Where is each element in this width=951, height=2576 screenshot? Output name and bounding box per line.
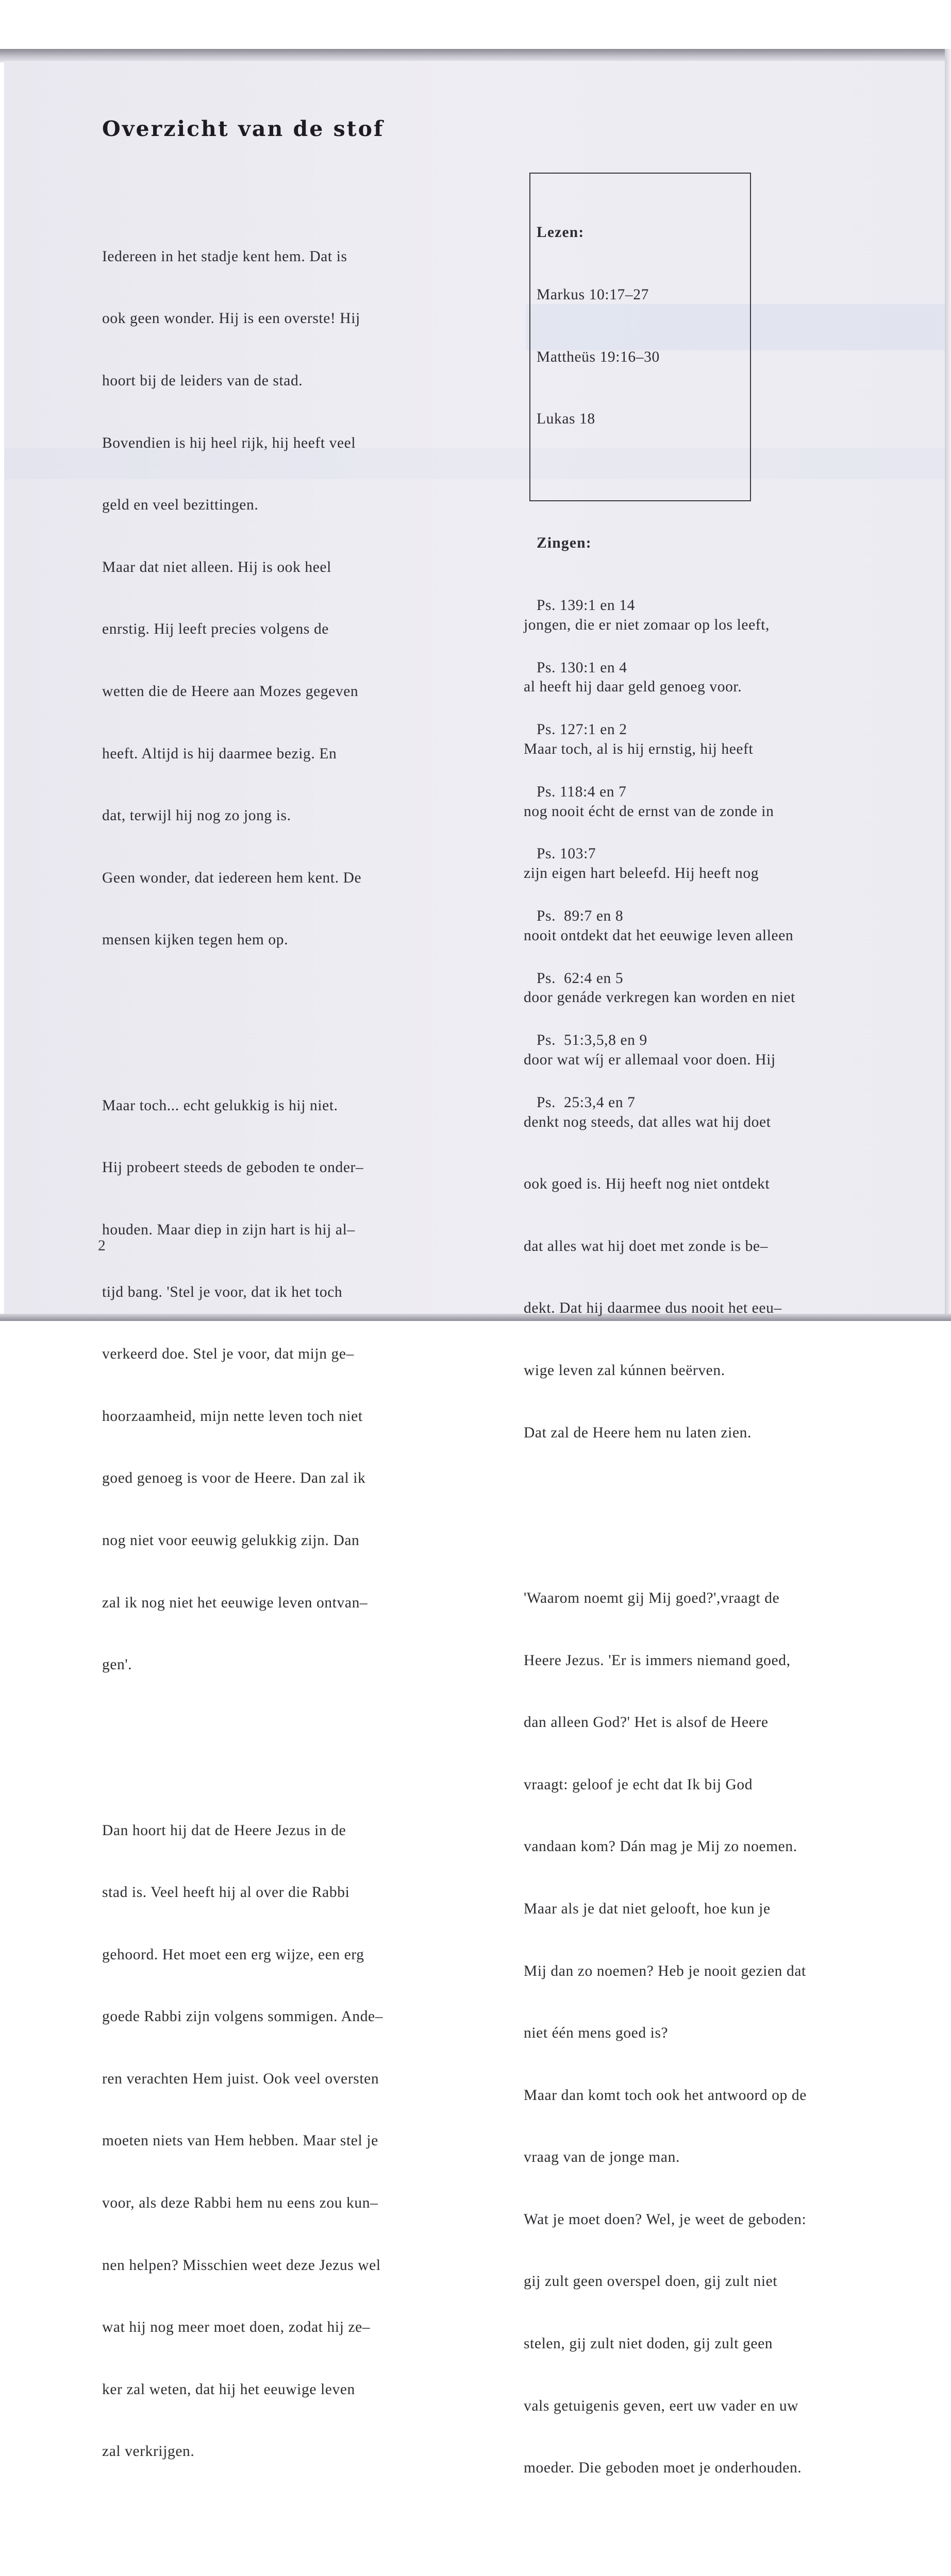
text-line: wetten die de Heere aan Mozes gegeven — [102, 683, 359, 700]
text-line: nooit ontdekt dat het eeuwige leven alleen — [524, 927, 794, 944]
text-line: goede Rabbi zijn volgens sommigen. Ande– — [102, 2008, 383, 2025]
text-line: Maar dat niet alleen. Hij is ook heel — [102, 558, 331, 575]
text-line: dat alles wat hij doet met zonde is be– — [524, 1238, 768, 1255]
left-text-column — [102, 163, 483, 2576]
paragraph — [524, 573, 931, 1484]
text-line: Maar dan komt toch ook het antwoord op de — [524, 2087, 807, 2104]
psalm-reference: Ps. 139:1 en 14 — [537, 597, 635, 614]
text-line: niet één mens goed is? — [524, 2025, 669, 2042]
text-line: Wat je moet doen? Wel, je weet de geboden: — [524, 2211, 807, 2228]
text-line: verkeerd doe. Stel je voor, dat mijn ge– — [102, 1346, 354, 1363]
text-line: denkt nog steeds, dat alles wat hij doet — [524, 1113, 771, 1130]
text-line: vals getuigenis geven, eert uw vader en uw — [524, 2397, 799, 2414]
text-line: Geen wonder, dat iedereen hem kent. De — [102, 869, 362, 886]
text-line: ook geen wonder. Hij is een overste! Hij — [102, 310, 360, 327]
paragraph — [102, 205, 483, 992]
text-line: ren verachten Hem juist. Ook veel oversten — [102, 2070, 379, 2087]
text-line: goed genoeg is voor de Heere. Dan zal ik — [102, 1470, 366, 1487]
psalm-reference: Ps. 51:3,5,8 en 9 — [537, 1032, 647, 1049]
text-line: al heeft hij daar geld genoeg voor. — [524, 679, 742, 696]
text-line: Bovendien is hij heel rijk, hij heeft veel — [102, 434, 356, 451]
text-line: mensen kijken tegen hem op. — [102, 931, 289, 948]
text-line: Heere Jezus. 'Er is immers niemand goed, — [524, 1652, 791, 1669]
text-line: gehoord. Het moet een erg wijze, een erg — [102, 1946, 364, 1963]
text-line: Iedereen in het stadje kent hem. Dat is — [102, 248, 347, 265]
text-line: houden. Maar diep in zijn hart is hij al– — [102, 1221, 355, 1238]
spacer — [537, 471, 750, 492]
text-line: door genáde verkregen kan worden en niet — [524, 989, 795, 1006]
paragraph — [102, 1778, 483, 2503]
text-line: Dan hoort hij dat de Heere Jezus in de — [102, 1822, 346, 1839]
text-line: zijn eigen hart beleefd. Hij heeft nog — [524, 865, 759, 882]
text-line: Hij probeert steeds de geboden te onder– — [102, 1159, 364, 1176]
text-line: zal ik nog niet het eeuwige leven ontvan– — [102, 1594, 368, 1611]
text-line: ker zal weten, dat hij het eeuwige leven — [102, 2381, 355, 2398]
lezen-heading: Lezen: — [537, 224, 585, 241]
reading-reference: Mattheüs 19:16–30 — [537, 348, 660, 365]
text-line: hoorzaamheid, mijn nette leven toch niet — [102, 1408, 363, 1425]
text-line: dat, terwijl hij nog zo jong is. — [102, 807, 291, 824]
paragraph — [102, 2565, 483, 2576]
text-line: gij zult geen overspel doen, gij zult niet — [524, 2273, 778, 2290]
page-number: 2 — [98, 1238, 106, 1254]
text-line: dan alleen God?' Het is alsof de Heere — [524, 1714, 769, 1731]
psalm-reference: Ps. 130:1 en 4 — [537, 659, 627, 676]
page-right-edge — [945, 49, 951, 1321]
zingen-heading: Zingen: — [537, 535, 592, 552]
text-line: zal verkrijgen. — [102, 2443, 195, 2460]
page-title: Overzicht van de stof — [102, 116, 385, 141]
text-line: Maar toch... echt gelukkig is hij niet. — [102, 1097, 338, 1114]
text-line: enrstig. Hij leeft precies volgens de — [102, 621, 329, 638]
reading-reference: Lukas 18 — [537, 411, 595, 428]
text-line: tijd bang. 'Stel je voor, dat ik het toch — [102, 1283, 343, 1300]
text-line: wige leven zal kúnnen beërven. — [524, 1362, 725, 1379]
text-line: gen'. — [102, 1656, 132, 1673]
text-line: Maar toch, al is hij ernstig, hij heeft — [524, 741, 754, 757]
text-line: heeft. Altijd is hij daarmee bezig. En — [102, 745, 337, 762]
text-line: Dat zal de Heere hem nu laten zien. — [524, 1424, 752, 1441]
text-line: jongen, die er niet zomaar op los leeft, — [524, 616, 770, 633]
reading-reference: Markus 10:17–27 — [537, 286, 649, 303]
text-line: vraag van de jonge man. — [524, 2149, 680, 2166]
psalm-reference: Ps. 103:7 — [537, 845, 596, 862]
text-line: stelen, gij zult niet doden, gij zult geen — [524, 2335, 773, 2352]
text-line: geld en veel bezittingen. — [102, 497, 259, 514]
text-line: 'Waarom noemt gij Mij goed?',vraagt de — [524, 1589, 780, 1606]
text-line: Mij dan zo noemen? Heb je nooit gezien dat — [524, 1962, 806, 1979]
paragraph — [524, 1547, 931, 2520]
text-line: voor, als deze Rabbi hem nu eens zou kun– — [102, 2195, 378, 2212]
text-line: Maar als je dat niet gelooft, hoe kun je — [524, 1900, 771, 1917]
right-text-column — [524, 532, 931, 2576]
text-line: ook goed is. Hij heeft nog niet ontdekt — [524, 1176, 770, 1193]
text-line: hoort bij de leiders van de stad. — [102, 372, 303, 389]
psalm-reference: Ps. 25:3,4 en 7 — [537, 1094, 636, 1111]
text-line: wat hij nog meer moet doen, zodat hij ze– — [102, 2319, 371, 2336]
text-line: dekt. Dat hij daarmee dus nooit het eeu– — [524, 1300, 782, 1317]
text-line: nog niet voor eeuwig gelukkig zijn. Dan — [102, 1532, 360, 1549]
psalm-reference: Ps. 89:7 en 8 — [537, 908, 624, 925]
text-line: vandaan kom? Dán mag je Mij zo noemen. — [524, 1838, 797, 1855]
text-line: nog nooit écht de ernst van de zonde in — [524, 803, 774, 820]
text-line: vraagt: geloof je echt dat Ik bij God — [524, 1776, 753, 1793]
text-line: stad is. Veel heeft hij al over die Rabbi — [102, 1884, 350, 1901]
text-line: moeder. Die geboden moet je onderhouden. — [524, 2460, 802, 2477]
scan-top-margin — [0, 0, 951, 49]
text-line: nen helpen? Misschien weet deze Jezus wel — [102, 2257, 381, 2274]
text-line: moeten niets van Hem hebben. Maar stel je — [102, 2132, 378, 2149]
psalm-reference: Ps. 62:4 en 5 — [537, 970, 624, 987]
text-line: door wat wíj er allemaal voor doen. Hij — [524, 1051, 776, 1068]
psalm-reference: Ps. 127:1 en 2 — [537, 721, 627, 738]
paragraph — [102, 1054, 483, 1716]
psalm-reference: Ps. 118:4 en 7 — [537, 783, 627, 800]
